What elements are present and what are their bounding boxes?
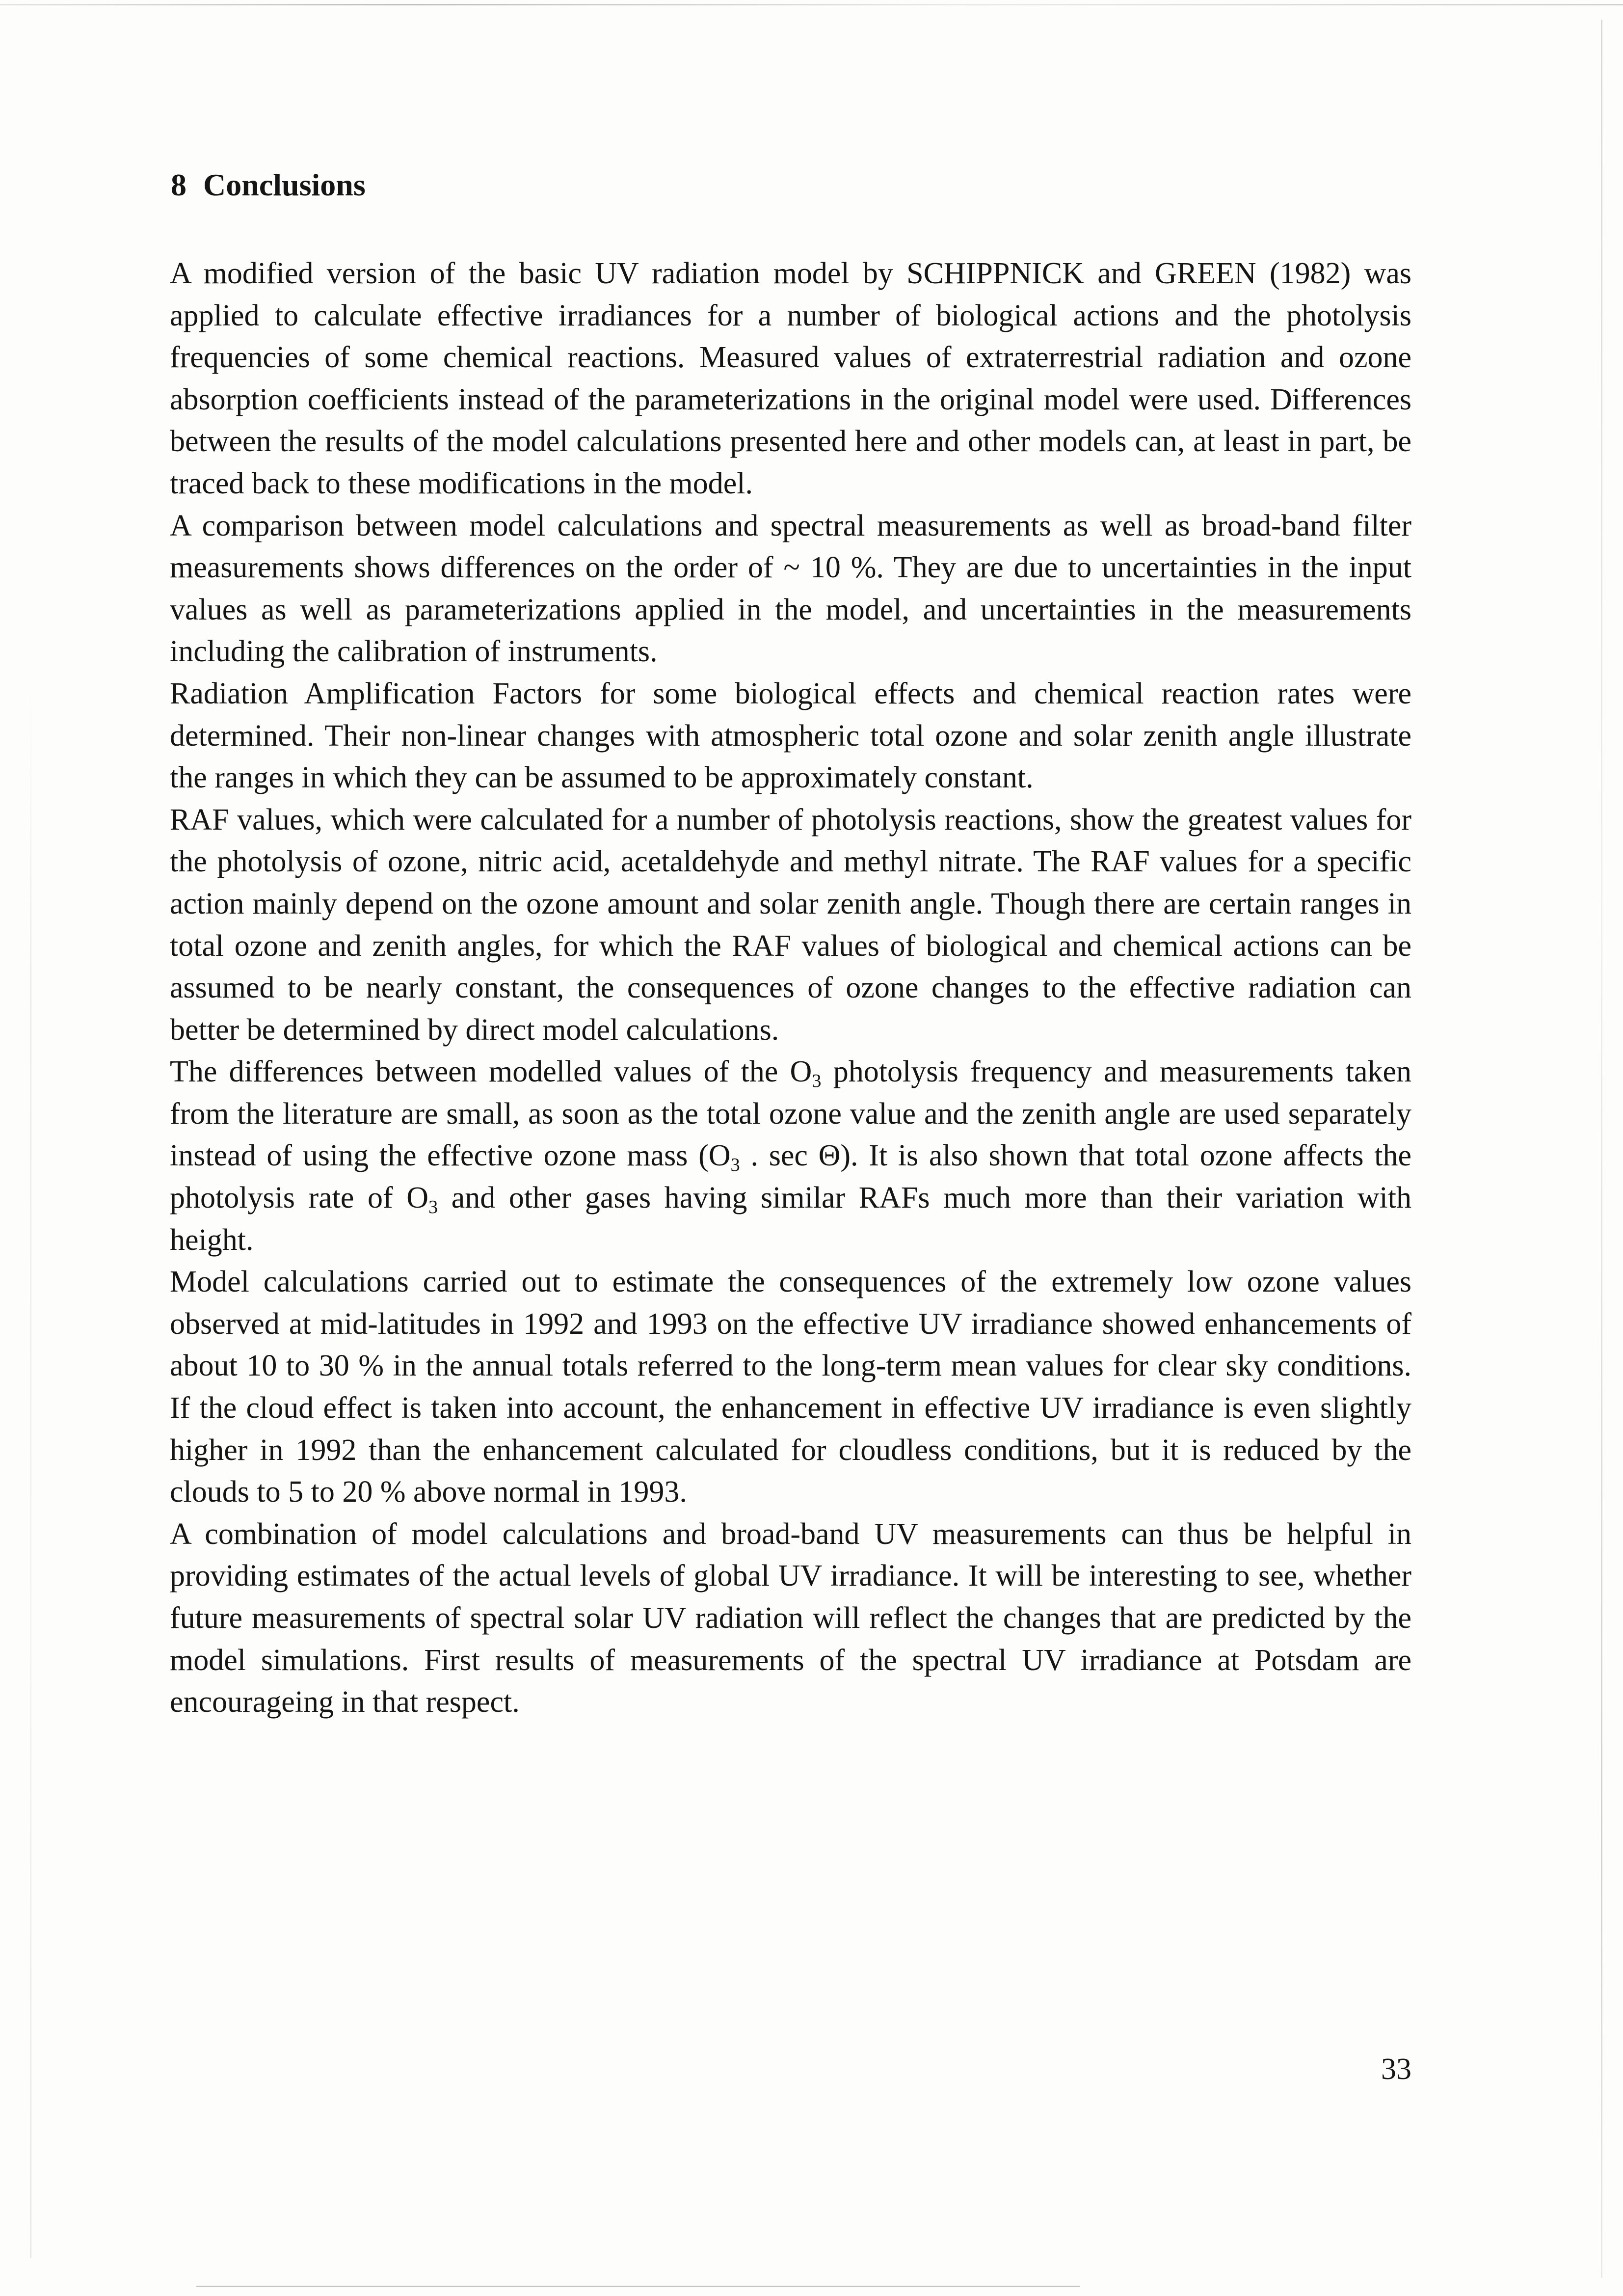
paragraph-raf-values: RAF values, which were calculated for a number of photolysis reactions, show the greatest values for the photolysis of ozone, nitric acid, acetaldehyde and methyl nitrate. The RAF values for a specific action mainly depend on the ozone amount and solar zenith angle. Though there are certain ranges in total ozone and zenith angles, for which the RAF values of biological and chemical actions can be assumed to be nearly constant, the consequences of ozone changes to the effective radiation can better be determined by direct model calculations. xyxy=(170,803,1411,1047)
body-text xyxy=(170,253,1411,1724)
text-segment: The differences between modelled values of the O xyxy=(170,1055,812,1089)
subscript: 3 xyxy=(428,1196,438,1217)
paragraph-comparison: A comparison between model calculations and spectral measurements as well as broad-band filter measurements shows differences on the order of ~ 10 %. They are due to uncertainties in the input values as well as parameterizations applied in the model, and uncertainties in the measurements including the calibration of instruments. xyxy=(170,509,1411,669)
scan-edge-right xyxy=(1601,20,1602,2278)
paragraph-raf-determination: Radiation Amplification Factors for some biological effects and chemical reaction rates were determined. Their non-linear changes with atmospheric total ozone and solar zenith angle illustrate the ranges in which they can be assumed to be approximately constant. xyxy=(170,676,1411,795)
section-heading xyxy=(171,167,366,203)
text-segment: and other gases having similar RAFs much more than their variation with height. xyxy=(170,1181,1412,1257)
paragraph-outlook: A combination of model calculations and broad-band UV measurements can thus be helpful in providing estimates of the actual levels of global UV irradiance. It will be interesting to see, whether future measurements of spectral solar UV radiation will reflect the changes that are predicted by the model simulations. First results of measurements of the spectral UV irradiance at Potsdam are encourageing in that respect. xyxy=(170,1517,1411,1719)
section-title: Conclusions xyxy=(203,167,366,202)
subscript: 3 xyxy=(812,1071,822,1092)
section-number: 8 xyxy=(171,167,186,202)
subscript: 3 xyxy=(730,1155,740,1176)
page-number: 33 xyxy=(1381,2053,1411,2086)
paragraph-o3-photolysis xyxy=(170,1051,1411,1261)
scan-edge-top xyxy=(0,4,1623,5)
scan-edge-left xyxy=(30,687,31,2258)
text-segment: photolysis frequency and measurements taken from the literature are small, as soon as the total ozone value and the zenith angle are used separately instead of using the effective ozone mass (O xyxy=(170,1055,1412,1173)
paragraph-model-description: A modified version of the basic UV radiation model by SCHIPPNICK and GREEN (1982) was applied to calculate effective irradiances for a number of biological actions and the photolysis frequencies of some chemical reactions. Measured values of extraterrestrial radiation and ozone absorption coefficients instead of the parameterizations in the original model were used. Differences between the results of the model calculations presented here and other models can, at least in part, be traced back to these modifications in the model. xyxy=(170,257,1411,500)
paragraph-low-ozone-consequences: Model calculations carried out to estimate the consequences of the extremely low ozone values observed at mid-latitudes in 1992 and 1993 on the effective UV irradiance showed enhancements of about 10 to 30 % in the annual totals referred to the long-term mean values for clear sky conditions. If the cloud effect is taken into account, the enhancement in effective UV irradiance is even slightly higher in 1992 than the enhancement calculated for cloudless conditions, but it is reduced by the clouds to 5 to 20 % above normal in 1993. xyxy=(170,1265,1411,1509)
scan-edge-bottom xyxy=(196,2286,1080,2287)
text-segment: . sec Θ). It is also shown that total ozone affects the photolysis rate of O xyxy=(170,1139,1411,1215)
